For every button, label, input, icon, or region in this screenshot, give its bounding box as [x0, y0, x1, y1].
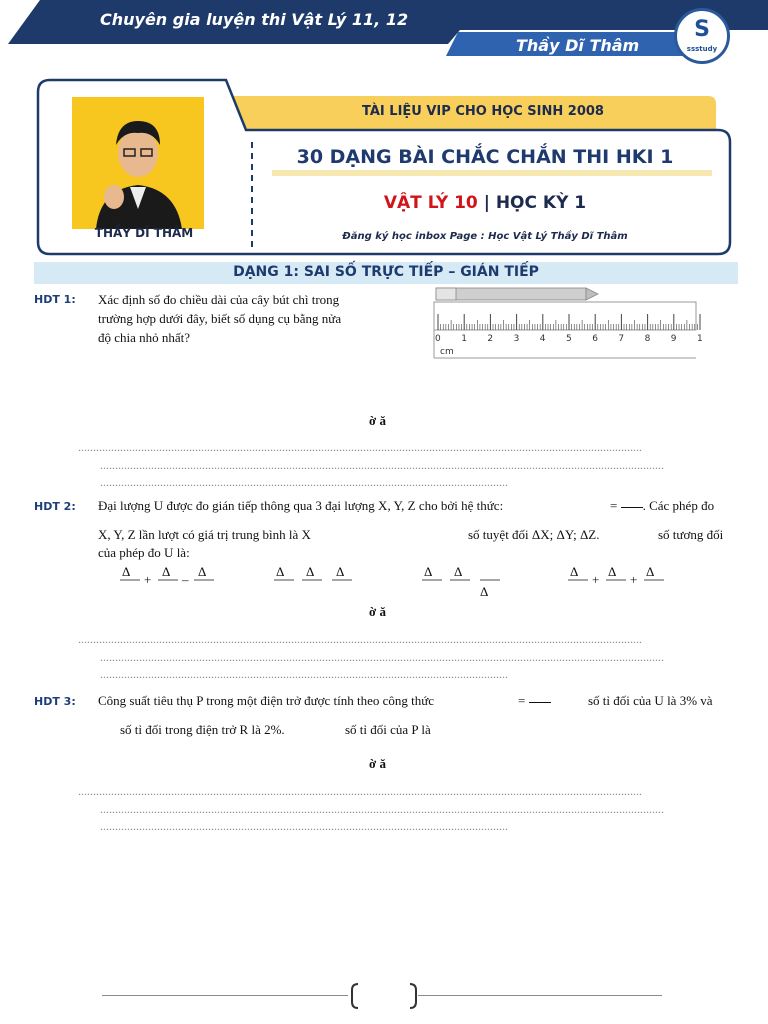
question-line: Xác định số đo chiều dài của cây bút chì trong [98, 292, 340, 307]
formula [610, 496, 714, 515]
question-line: Đại lượng U được đo gián tiếp thông qua 3 đại lượng X, Y, Z cho bởi hệ thức: [98, 498, 504, 513]
teacher-name: THẦY DĨ THÂM [94, 226, 194, 240]
delta-symbol: Δ [424, 564, 433, 579]
formula-tail: . Các phép đo [642, 498, 715, 513]
delta-symbol: Δ [454, 564, 463, 579]
ruler-tick-label: 4 [539, 334, 546, 344]
answer-dots-line: ............................................................................................................................................................................................ [78, 784, 642, 798]
main-title: 30 DẠNG BÀI CHẮC CHẮN THI HKI 1 [296, 146, 674, 168]
delta-symbol: Δ [198, 564, 207, 579]
delta-symbol: Δ [122, 564, 131, 579]
answer-dots-line: ............................................................................................................................................................................................ [78, 440, 642, 454]
plus-symbol: + [592, 572, 600, 587]
delta-symbol: Δ [570, 564, 579, 579]
subtitle-separator: | [483, 193, 490, 213]
question-line: số tỉ đối của P là [345, 722, 431, 737]
answer-choices [110, 562, 680, 602]
answer-dots-line: ............................................................................................................................................................................................ [100, 650, 664, 664]
ruler-unit: cm [440, 347, 454, 357]
delta-symbol: Δ [306, 564, 315, 579]
question-line: X, Y, Z lần lượt có giá trị trung bình là X [98, 527, 311, 542]
delta-symbol: Δ [480, 584, 489, 599]
equals-sign: = [610, 498, 618, 513]
question-label: HDT 1: [34, 293, 76, 306]
equals-sign: = [518, 693, 526, 708]
question-line: Công suất tiêu thụ P trong một điện trở được tính theo công thức [98, 693, 435, 708]
answer-dots-line: ............................................................................................................................................................................................ [78, 632, 642, 646]
answer-dots-line: ............................................................................................................................................................................................ [100, 458, 664, 472]
ruler-tick-label: 8 [644, 334, 651, 344]
ruler-tick-label: 9 [670, 334, 677, 344]
vip-label: TÀI LIỆU VIP CHO HỌC SINH 2008 [362, 104, 604, 119]
plus-symbol: + [144, 572, 152, 587]
solution-marker: ờ ă [369, 604, 386, 619]
delta-symbol: Δ [646, 564, 655, 579]
ruler-tick-label: 1 [697, 334, 703, 344]
ruler-tick-label: 7 [618, 334, 625, 344]
subject-label: VẬT LÝ 10 [383, 193, 478, 213]
ruler-tick-label: 5 [566, 334, 572, 344]
minus-symbol: – [182, 572, 189, 587]
answer-dots-line: ........................................................................................................................................ [100, 667, 508, 681]
logo-text: ssstudy [686, 45, 718, 53]
ruler-tick-label: 0 [435, 334, 441, 344]
delta-symbol: Δ [162, 564, 171, 579]
ruler-tick-label: 2 [487, 334, 494, 344]
solution-marker: ờ ă [369, 756, 386, 771]
formula [518, 691, 551, 710]
ssstudy-logo[interactable] [674, 8, 730, 64]
logo-letter: S [694, 17, 710, 42]
question-line: số tương đối [658, 527, 724, 542]
answer-dots-line: ........................................................................................................................................ [100, 819, 508, 833]
question-label: HDT 2: [34, 500, 76, 513]
register-note: Đăng ký học inbox Page : Học Vật Lý Thầy Dĩ Thâm [342, 231, 628, 242]
channel-title: Chuyên gia luyện thi Vật Lý 11, 12 [100, 10, 409, 29]
ruler-tick-label: 6 [592, 334, 598, 344]
teacher-avatar [72, 97, 204, 229]
answer-dots-line: ........................................................................................................................................ [100, 475, 508, 489]
teacher-banner: Thầy Dĩ Thâm [516, 36, 640, 55]
delta-symbol: Δ [608, 564, 617, 579]
question-text [98, 290, 418, 347]
ruler-labels [435, 334, 703, 344]
ruler-figure [432, 286, 703, 360]
question-line: trường hợp dưới đây, biết số dụng cụ bằng nửa [98, 311, 342, 326]
ruler-tick-label: 3 [513, 334, 520, 344]
question-line: số tỉ đối của U là 3% và [588, 693, 713, 708]
question-label: HDT 3: [34, 695, 76, 708]
solution-marker: ờ ă [369, 413, 386, 428]
question-line: số tỉ đối trong điện trở R là 2%. [120, 722, 285, 737]
answer-dots-line: ............................................................................................................................................................................................ [100, 802, 664, 816]
footer-line [102, 995, 348, 996]
page-number-frame [348, 982, 420, 1010]
section-title: DẠNG 1: SAI SỐ TRỰC TIẾP – GIÁN TIẾP [233, 264, 539, 280]
plus-symbol: + [630, 572, 638, 587]
question-line: số tuyệt đối ΔX; ΔY; ΔZ. [468, 527, 600, 542]
delta-symbol: Δ [276, 564, 285, 579]
delta-symbol: Δ [336, 564, 345, 579]
term-label: HỌC KỲ 1 [495, 193, 587, 213]
subtitle-row [270, 193, 700, 213]
footer-line [418, 995, 662, 996]
question-line: độ chia nhỏ nhất? [98, 330, 191, 345]
question-line: của phép đo U là: [98, 545, 190, 560]
ruler-tick-label: 1 [461, 334, 467, 344]
